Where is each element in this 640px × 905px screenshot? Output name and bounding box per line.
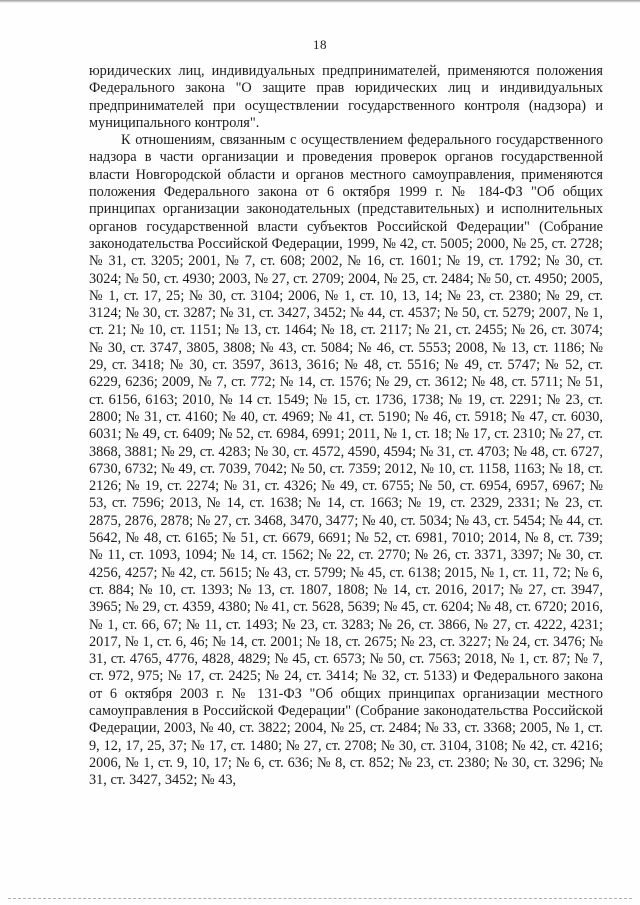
scan-bottom-edge (8, 898, 632, 900)
scan-top-edge (0, 0, 640, 3)
paragraph-continuation: юридических лиц, индивидуальных предпринимателей, применяются положения Федерального закона "О защите прав юридических лиц и индивидуальных предпринимателей при осуществлении государственного контроля (надзора) и муниципального контроля". (89, 63, 603, 131)
paragraph-federal-laws: К отношениям, связанным с осуществлением федерального государственного надзора в части организации и проведения проверок органов государственной власти Новгородской области и органов местного самоуправления, применяются положения Федерального закона от 6 октября 1999 г. № 184-ФЗ "Об общих принципах организации законодательных (представительных) и исполнительных органов государственной власти субъектов Российской Федерации" (Собрание законодательства Российской Федерации, 1999, № 42, ст. 5005; 2000, № 25, ст. 2728; № 31, ст. 3205; 2001, № 7, ст. 608; 2002, № 16, ст. 1601; № 19, ст. 1792; № 30, ст. 3024; № 50, ст. 4930; 2003, № 27, ст. 2709; 2004, № 25, ст. 2484; № 50, ст. 4950; 2005, № 1, ст. 17, 25; № 30, ст. 3104; 2006, № 1, ст. 10, 13, 14; № 23, ст. 2380; № 29, ст. 3124; № 30, ст. 3287; № 31, ст. 3427, 3452; № 44, ст. 4537; № 50, ст. 5279; 2007, № 1, ст. 21; № 10, ст. 1151; № 13, ст. 1464; № 18, ст. 2117; № 21, ст. 2455; № 26, ст. 3074; № 30, ст. 3747, 3805, 3808; № 43, ст. 5084; № 46, ст. 5553; 2008, № 13, ст. 1186; № 29, ст. 3418; № 30, ст. 3597, 3613, 3616; № 48, ст. 5516; № 49, ст. 5747; № 52, ст. 6229, 6236; 2009, № 7, ст. 772; № 14, ст. 1576; № 29, ст. 3612; № 48, ст. 5711; № 51, ст. 6156, 6163; 2010, № 14 ст. 1549; № 15, ст. 1736, 1738; № 19, ст. 2291; № 23, ст. 2800; № 31, ст. 4160; № 40, ст. 4969; № 41, ст. 5190; № 46, ст. 5918; № 47, ст. 6030, 6031; № 49, ст. 6409; № 52, ст. 6984, 6991; 2011, № 1, ст. 18; № 17, ст. 2310; № 27, ст. 3868, 3881; № 29, ст. 4283; № 30, ст. 4572, 4590, 4594; № 31, ст. 4703; № 48, ст. 6727, 6730, 6732; № 49, ст. 7039, 7042; № 50, ст. 7359; 2012, № 10, ст. 1158, 1163; № 18, ст. 2126; № 19, ст. 2274; № 31, ст. 4326; № 49, ст. 6755; № 50, ст. 6954, 6957, 6967; № 53, ст. 7596; 2013, № 14, ст. 1638; № 14, ст. 1663; № 19, ст. 2329, 2331; № 23, ст. 2875, 2876, 2878; № 27, ст. 3468, 3470, 3477; № 40, ст. 5034; № 43, ст. 5454; № 44, ст. 5642, № 48, ст. 6165; № 51, ст. 6679, 6691; № 52, ст. 6981, 7010; 2014, № 8, ст. 739; № 11, ст. 1093, 1094; № 14, ст. 1562; № 22, ст. 2770; № 26, ст. 3371, 3397; № 30, ст. 4256, 4257; № 42, ст. 5615; № 43, ст. 5799; № 45, ст. 6138; 2015, № 1, ст. 11, 72; № 6, ст. 884; № 10, ст. 1393; № 13, ст. 1807, 1808; № 14, ст. 2016, 2017; № 27, ст. 3947, 3965; № 29, ст. 4359, 4380; № 41, ст. 5628, 5639; № 45, ст. 6204; № 48, ст. 6720; 2016, № 1, ст. 66, 67; № 11, ст. 1493; № 23, ст. 3283; № 26, ст. 3866, № 27, ст. 4222, 4231; 2017, № 1, ст. 6, 46; № 14, ст. 2001; № 18, ст. 2675; № 23, ст. 3227; № 24, ст. 3476; № 31, ст. 4765, 4776, 4828, 4829; № 45, ст. 6573; № 50, ст. 7563; 2018, № 1, ст. 87; № 7, ст. 972, 975; № 17, ст. 2425; № 24, ст. 3414; № 32, ст. 5133) и Федерального закона от 6 октября 2003 г. № 131-ФЗ "Об общих принципах организации местного самоуправления в Российской Федерации" (Собрание законодательства Российской Федерации, 2003, № 40, ст. 3822; 2004, № 25, ст. 2484; № 33, ст. 3368; 2005, № 1, ст. 9, 12, 17, 25, 37; № 17, ст. 1480; № 27, ст. 2708; № 30, ст. 3104, 3108; № 42, ст. 4216; 2006, № 1, ст. 9, 10, 17; № 6, ст. 636; № 8, ст. 852; № 23, ст. 2380; № 30, ст. 3296; № 31, ст. 3427, 3452; № 43, (89, 132, 603, 789)
page-number: 18 (313, 37, 327, 52)
document-body (89, 63, 603, 789)
